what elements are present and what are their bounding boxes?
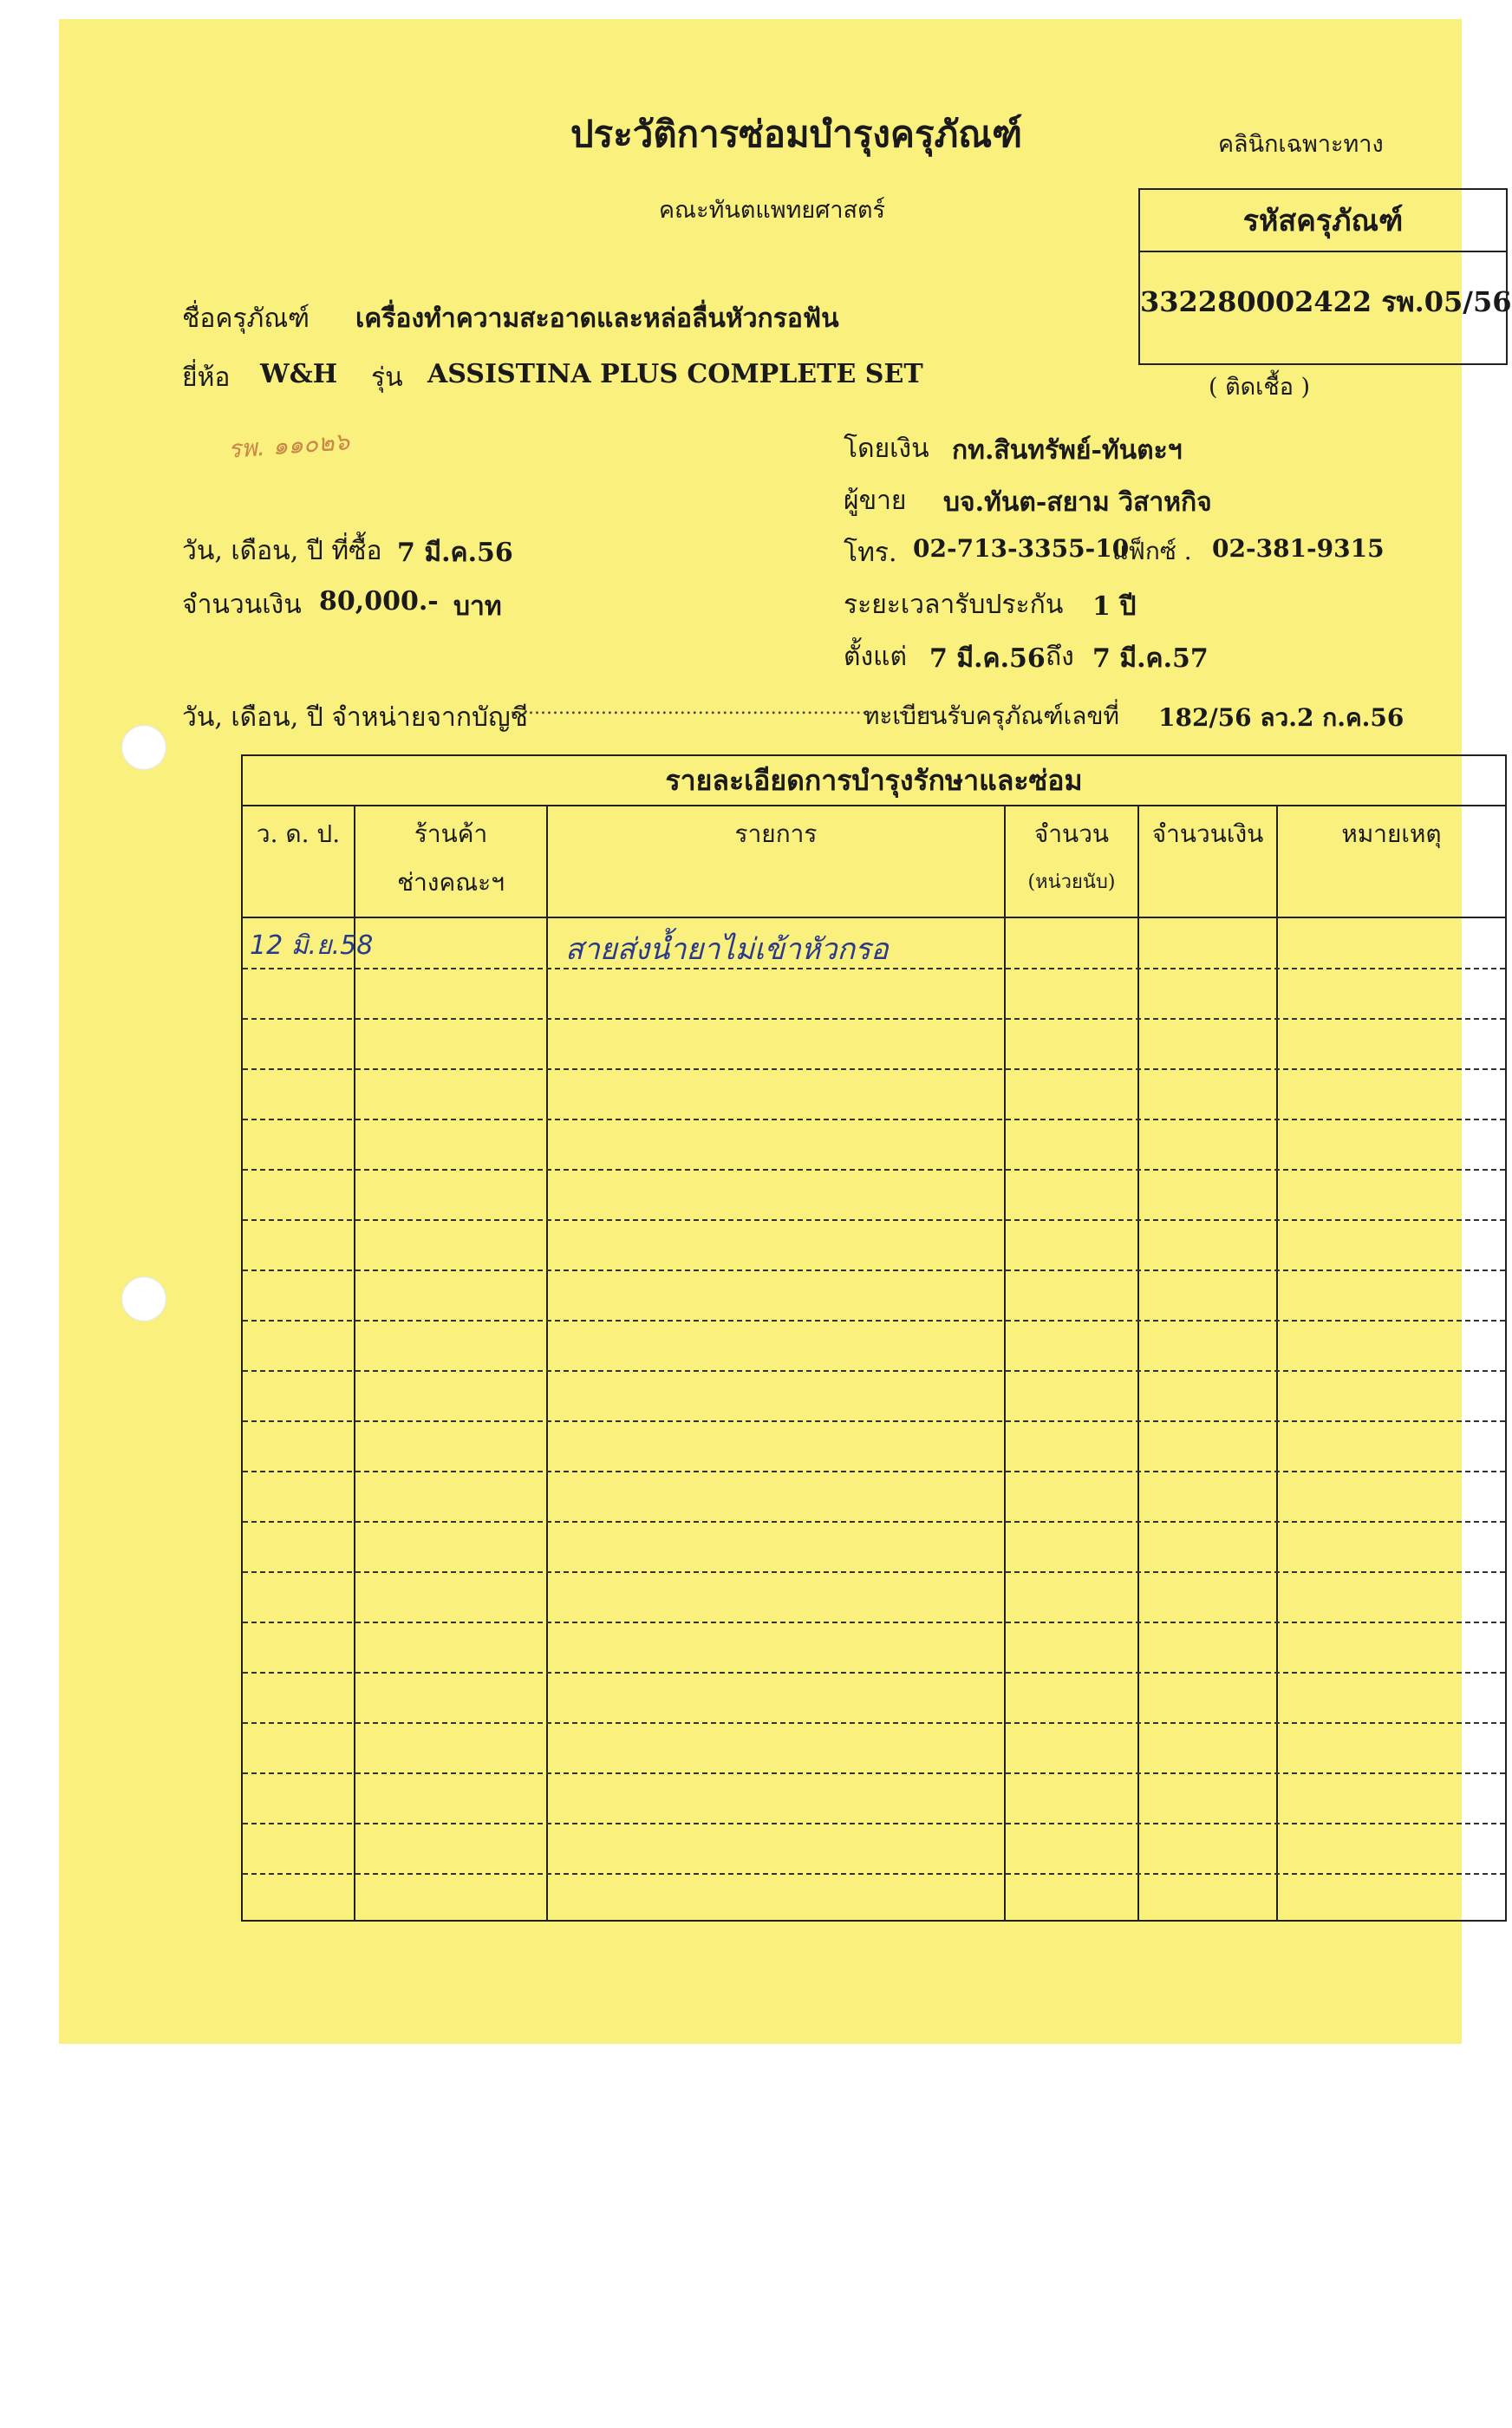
register-label: ทะเบียนรับครุภัณฑ์เลขที่ (864, 702, 1119, 730)
fax-value: 02-381-9315 (1212, 534, 1385, 563)
form-sheet (59, 19, 1512, 2044)
equipment-name-label: ชื่อครุภัณฑ์ (182, 304, 310, 334)
table-title: รายละเอียดการบำรุงรักษาและซ่อม (243, 756, 1505, 806)
faculty-name: คณะทันตแพทยศาสตร์ (659, 197, 886, 224)
col-remark-header: หมายเหตุ (1341, 819, 1442, 848)
to-value: 7 มี.ค.57 (1092, 643, 1209, 674)
from-label: ตั้งแต่ (844, 642, 907, 672)
model-label: รุ่น (371, 362, 403, 393)
purchase-date-value: 7 มี.ค.56 (397, 538, 513, 568)
disposal-dots: ...................................................................... (510, 697, 935, 719)
clinic-label: คลินิกเฉพาะทาง (1218, 131, 1384, 158)
maintenance-table (241, 754, 1507, 1922)
phone-label: โทร. (844, 538, 897, 568)
fax-label: แฟ็กซ์ . (1112, 537, 1192, 565)
amount-unit: บาท (453, 591, 502, 622)
pencil-note: รพ. ๑๑๐๒๖ (226, 427, 351, 464)
punch-hole-top (121, 725, 166, 770)
seller-value: บจ.ทันต-สยาม วิสาหกิจ (943, 487, 1212, 518)
amount-label: จำนวนเงิน (182, 590, 302, 620)
col-shop-header-2: ช่างคณะฯ (397, 868, 505, 897)
equipment-name-value: เครื่องทำความสะอาดและหล่อลื่นหัวกรอฟัน (355, 304, 839, 334)
brand-label: ยี่ห้อ (182, 362, 231, 393)
brand-value: W&H (260, 359, 338, 389)
to-label: ถึง (1046, 642, 1074, 672)
purchase-date-label: วัน, เดือน, ปี ที่ซื้อ (182, 536, 382, 566)
row-1-date: 12 มิ.ย.58 (250, 930, 374, 961)
infected-note: ( ติดเชื้อ ) (1209, 374, 1311, 401)
funding-value: กท.สินทรัพย์-ทันตะฯ (952, 435, 1183, 466)
warranty-label: ระยะเวลารับประกัน (844, 590, 1064, 620)
register-value: 182/56 ลว.2 ก.ค.56 (1158, 703, 1404, 732)
form-title: ประวัติการซ่อมบำรุงครุภัณฑ์ (570, 113, 1023, 155)
equipment-code-box (1138, 188, 1512, 365)
amount-value: 80,000.- (319, 586, 439, 617)
col-amount-header: จำนวนเงิน (1151, 819, 1264, 848)
model-value: ASSISTINA PLUS COMPLETE SET (427, 359, 923, 389)
from-value: 7 มี.ค.56 (929, 643, 1046, 674)
seller-label: ผู้ขาย (844, 486, 907, 516)
col-item-header: รายการ (734, 819, 818, 848)
col-qty-header-2: (หน่วยนับ) (1027, 871, 1116, 893)
code-value: 332280002422 รพ.05/56 (1140, 285, 1512, 318)
punch-hole-bottom (121, 1276, 166, 1322)
disposal-label: วัน, เดือน, ปี จำหน่ายจากบัญชี (182, 702, 529, 733)
funding-label: โดยเงิน (844, 434, 929, 464)
warranty-value: 1 ปี (1092, 591, 1137, 622)
col-date-header: ว. ด. ป. (256, 819, 341, 848)
col-shop-header-1: ร้านค้า (414, 819, 488, 848)
row-1-item: สายส่งน้ำยาไม่เข้าหัวกรอ (565, 932, 889, 967)
code-label: รหัสครุภัณฑ์ (1242, 204, 1404, 238)
phone-value: 02-713-3355-10 (913, 534, 1130, 563)
col-qty-header-1: จำนวน (1033, 819, 1110, 848)
